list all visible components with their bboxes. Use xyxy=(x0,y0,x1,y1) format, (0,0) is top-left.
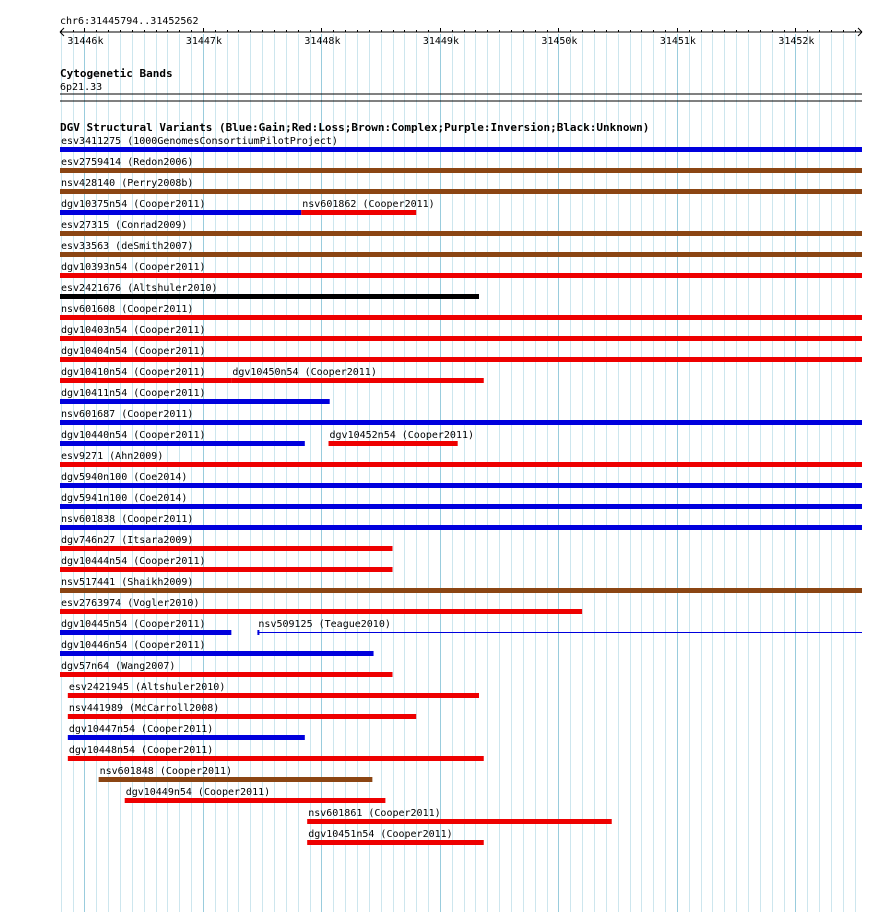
variant-bar[interactable] xyxy=(60,147,862,152)
variant-bar[interactable] xyxy=(60,252,862,257)
variant-label: nsv601861 (Cooper2011) xyxy=(308,808,441,819)
variant-label: dgv10447n54 (Cooper2011) xyxy=(68,724,214,735)
variant-feature[interactable] xyxy=(60,199,301,215)
variant-feature[interactable] xyxy=(60,241,862,257)
variant-bar[interactable] xyxy=(60,483,862,488)
variant-bar[interactable] xyxy=(307,840,484,845)
variant-label: nsv601608 (Cooper2011) xyxy=(61,304,194,315)
variant-label: dgv10411n54 (Cooper2011) xyxy=(61,388,206,399)
variant-feature[interactable] xyxy=(60,409,862,425)
variant-label: nsv441989 (McCarroll2008) xyxy=(68,703,220,714)
variant-feature[interactable] xyxy=(60,346,862,362)
variant-bar[interactable] xyxy=(60,378,231,383)
variant-bar[interactable] xyxy=(60,168,862,173)
variant-bar[interactable] xyxy=(60,546,393,551)
variant-label: dgv5940n100 (Coe2014) xyxy=(61,472,188,483)
variant-track-title: DGV Structural Variants (Blue:Gain;Red:Loss;Brown:Complex;Purple:Inversion;Black:Unknown) xyxy=(60,121,650,134)
variant-label: esv2421945 (Altshuler2010) xyxy=(68,682,226,693)
variant-label: esv2421676 (Altshuler2010) xyxy=(61,283,218,294)
variant-bar[interactable] xyxy=(60,273,862,278)
variant-bar[interactable] xyxy=(60,630,231,635)
variant-bar[interactable] xyxy=(60,189,862,194)
variant-label: nsv601862 (Cooper2011) xyxy=(302,199,435,210)
variant-bar[interactable] xyxy=(60,441,305,446)
variant-bar[interactable] xyxy=(60,504,862,509)
variant-label: nsv601687 (Cooper2011) xyxy=(61,409,194,420)
ruler-tick-label: 31447k xyxy=(185,36,222,47)
variant-feature[interactable] xyxy=(60,619,231,635)
variant-bar[interactable] xyxy=(68,693,479,698)
variant-bar[interactable] xyxy=(60,336,862,341)
ruler-tick-label: 31448k xyxy=(304,36,341,47)
variant-feature[interactable] xyxy=(68,745,484,761)
variant-feature[interactable] xyxy=(60,493,862,509)
variant-bar[interactable] xyxy=(60,588,862,593)
variant-label: nsv517441 (Shaikh2009) xyxy=(61,577,194,588)
variant-feature[interactable] xyxy=(301,199,434,215)
variant-feature[interactable] xyxy=(68,724,305,740)
variant-label: esv27315 (Conrad2009) xyxy=(61,220,188,231)
variant-label: esv33563 (deSmith2007) xyxy=(61,241,194,252)
variant-label: dgv57n64 (Wang2007) xyxy=(61,661,176,672)
variant-label: dgv10404n54 (Cooper2011) xyxy=(61,346,206,357)
variant-label: dgv10403n54 (Cooper2011) xyxy=(61,325,206,336)
variant-feature[interactable] xyxy=(60,367,231,383)
cytoband-track xyxy=(60,67,862,101)
variant-feature[interactable] xyxy=(68,703,416,719)
variant-feature[interactable] xyxy=(60,640,374,656)
variant-label: dgv10393n54 (Cooper2011) xyxy=(61,262,206,273)
variant-feature[interactable] xyxy=(60,178,862,194)
variant-bar[interactable] xyxy=(60,651,374,656)
variant-bar[interactable] xyxy=(60,210,301,215)
variant-label: dgv746n27 (Itsara2009) xyxy=(61,535,194,546)
variant-bar[interactable] xyxy=(60,525,862,530)
variant-feature[interactable] xyxy=(99,766,373,782)
variant-label: dgv10446n54 (Cooper2011) xyxy=(61,640,206,651)
variant-feature[interactable] xyxy=(60,430,305,446)
variant-bar[interactable] xyxy=(60,294,479,299)
variant-bar[interactable] xyxy=(60,462,862,467)
variant-label: esv9271 (Ahn2009) xyxy=(61,451,164,462)
variant-feature[interactable] xyxy=(60,661,393,677)
variant-label: nsv509125 (Teague2010) xyxy=(258,619,391,630)
ruler-tick-label: 31446k xyxy=(67,36,104,47)
variant-bar[interactable] xyxy=(257,632,862,633)
variant-label: esv2763974 (Vogler2010) xyxy=(61,598,200,609)
variant-label: esv2759414 (Redon2006) xyxy=(61,157,194,168)
variant-bar[interactable] xyxy=(60,420,862,425)
variant-bar[interactable] xyxy=(60,399,330,404)
variant-bar[interactable] xyxy=(68,756,484,761)
cytoband-track-title: Cytogenetic Bands xyxy=(60,67,173,80)
variant-feature[interactable] xyxy=(60,451,862,467)
variant-label: nsv601838 (Cooper2011) xyxy=(61,514,194,525)
variant-feature[interactable] xyxy=(60,262,862,278)
variant-bar[interactable] xyxy=(329,441,458,446)
variant-label: dgv10451n54 (Cooper2011) xyxy=(308,829,453,840)
ruler-track xyxy=(60,16,862,47)
variant-bar[interactable] xyxy=(68,714,416,719)
variant-feature[interactable] xyxy=(307,829,484,845)
variant-label: dgv10449n54 (Cooper2011) xyxy=(125,787,271,798)
variant-feature[interactable] xyxy=(60,220,862,236)
variant-label: dgv10444n54 (Cooper2011) xyxy=(61,556,206,567)
variant-bar[interactable] xyxy=(307,819,612,824)
variant-label: dgv10452n54 (Cooper2011) xyxy=(329,430,475,441)
variant-bar-start-marker xyxy=(257,630,259,635)
variant-bar[interactable] xyxy=(125,798,386,803)
variant-feature[interactable] xyxy=(60,535,393,551)
variant-label: dgv10375n54 (Cooper2011) xyxy=(61,199,206,210)
variant-bar[interactable] xyxy=(60,231,862,236)
variant-label: dgv10410n54 (Cooper2011) xyxy=(61,367,206,378)
variant-bar[interactable] xyxy=(231,378,483,383)
variant-feature[interactable] xyxy=(60,472,862,488)
variant-feature[interactable] xyxy=(125,787,386,803)
variant-features xyxy=(60,136,862,845)
ruler-tick-label: 31449k xyxy=(422,36,459,47)
variant-label: dgv10450n54 (Cooper2011) xyxy=(232,367,377,378)
region-label: chr6:31445794..31452562 xyxy=(60,16,199,27)
variant-bar[interactable] xyxy=(301,210,416,215)
variant-feature[interactable] xyxy=(60,556,393,572)
variant-label: dgv10440n54 (Cooper2011) xyxy=(61,430,206,441)
variant-label: nsv601848 (Cooper2011) xyxy=(99,766,233,777)
variant-feature[interactable] xyxy=(307,808,612,824)
variant-label: dgv10448n54 (Cooper2011) xyxy=(68,745,214,756)
variant-feature[interactable] xyxy=(60,325,862,341)
variant-bar[interactable] xyxy=(60,672,393,677)
variant-bar[interactable] xyxy=(99,777,373,782)
ruler-ticks xyxy=(60,28,862,47)
variant-feature[interactable] xyxy=(231,367,483,383)
cytoband-label: 6p21.33 xyxy=(60,82,103,93)
variant-label: nsv428140 (Perry2008b) xyxy=(61,178,194,189)
variant-feature[interactable] xyxy=(60,577,862,593)
variant-feature[interactable] xyxy=(60,304,862,320)
variant-label: dgv10445n54 (Cooper2011) xyxy=(61,619,206,630)
variant-feature[interactable] xyxy=(60,136,862,152)
variant-bar[interactable] xyxy=(60,567,393,572)
variant-feature[interactable] xyxy=(60,514,862,530)
variant-bar[interactable] xyxy=(68,735,305,740)
variant-feature[interactable] xyxy=(60,157,862,173)
variant-bar[interactable] xyxy=(60,357,862,362)
variant-label: esv3411275 (1000GenomesConsortiumPilotProject) xyxy=(61,136,338,147)
variant-feature[interactable] xyxy=(60,388,330,404)
variant-label: dgv5941n100 (Coe2014) xyxy=(61,493,188,504)
variant-bar[interactable] xyxy=(60,315,862,320)
variant-bar[interactable] xyxy=(60,609,582,614)
variant-feature[interactable] xyxy=(68,682,479,698)
ruler-tick-label: 31452k xyxy=(778,36,815,47)
variant-track xyxy=(60,121,862,845)
variant-feature[interactable] xyxy=(329,430,475,446)
variant-feature[interactable] xyxy=(257,619,862,635)
ruler-tick-label: 31451k xyxy=(659,36,696,47)
ruler-tick-label: 31450k xyxy=(541,36,578,47)
